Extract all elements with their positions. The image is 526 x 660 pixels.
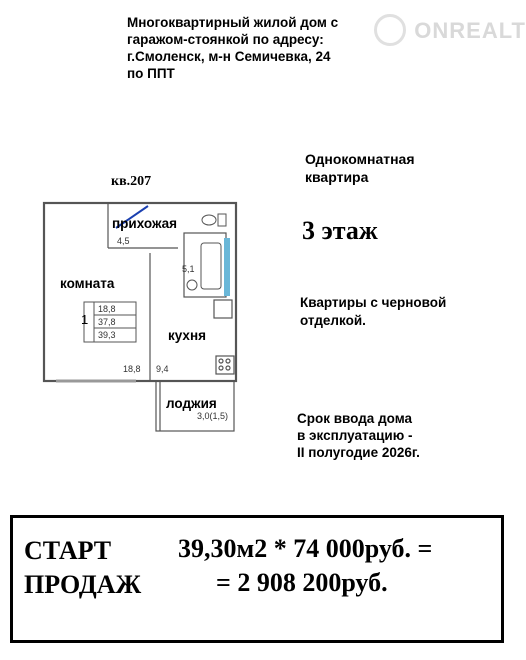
deadline-line-2: в эксплуатацию - (297, 428, 413, 443)
bath-area: 5,1 (182, 264, 195, 274)
deadline-line-1: Срок ввода дома (297, 411, 413, 426)
loggia-area: 3,0(1,5) (197, 411, 229, 421)
kitchen-label: кухня (168, 328, 206, 343)
living-area: 18,8 (98, 304, 116, 314)
room-area-label: 18,8 (123, 364, 141, 374)
apartment-type (305, 150, 465, 186)
header-line-3: г.Смоленск, м-н Семичевка, 24 (127, 49, 331, 64)
finish-line-1: Квартиры с черновой (300, 295, 447, 310)
apartment-type-line-2: квартира (305, 169, 369, 185)
sales-start-label (24, 534, 141, 602)
deadline-line-3: II полугодие 2026г. (297, 445, 420, 460)
header-line-4: по ППТ (127, 66, 175, 81)
watermark-logo-icon (374, 14, 406, 46)
header-line-2: гаражом-стоянкой по адресу: (127, 32, 324, 47)
kitchen-area-label: 9,4 (156, 364, 169, 374)
apartment-type-line-1: Однокомнатная (305, 151, 415, 167)
watermark-text: ONREALT (414, 18, 526, 43)
hallway-area: 4,5 (117, 236, 130, 246)
floor-label: 3 этаж (302, 216, 378, 245)
sales-start-line-1: СТАРТ (24, 536, 112, 565)
building-description (127, 14, 387, 82)
header-line-1: Многоквартирный жилой дом с (127, 15, 339, 30)
finish-note (300, 294, 480, 330)
apartment-number: кв.207 (111, 174, 152, 189)
total-area-with-loggia: 39,3 (98, 330, 116, 340)
room-count: 1 (81, 312, 89, 327)
loggia-label: лоджия (166, 396, 217, 411)
sales-start-line-2: ПРОДАЖ (24, 570, 142, 599)
price-calc-line-2: = 2 908 200руб. (216, 568, 388, 597)
finish-line-2: отделкой. (300, 313, 366, 328)
room-label: комната (60, 276, 115, 291)
price-calc-line-1: 39,30м2 * 74 000руб. = (178, 534, 433, 563)
price-calculation (178, 532, 432, 600)
hallway-label: прихожая (112, 216, 178, 231)
deadline-note (297, 410, 477, 461)
total-area: 37,8 (98, 317, 116, 327)
